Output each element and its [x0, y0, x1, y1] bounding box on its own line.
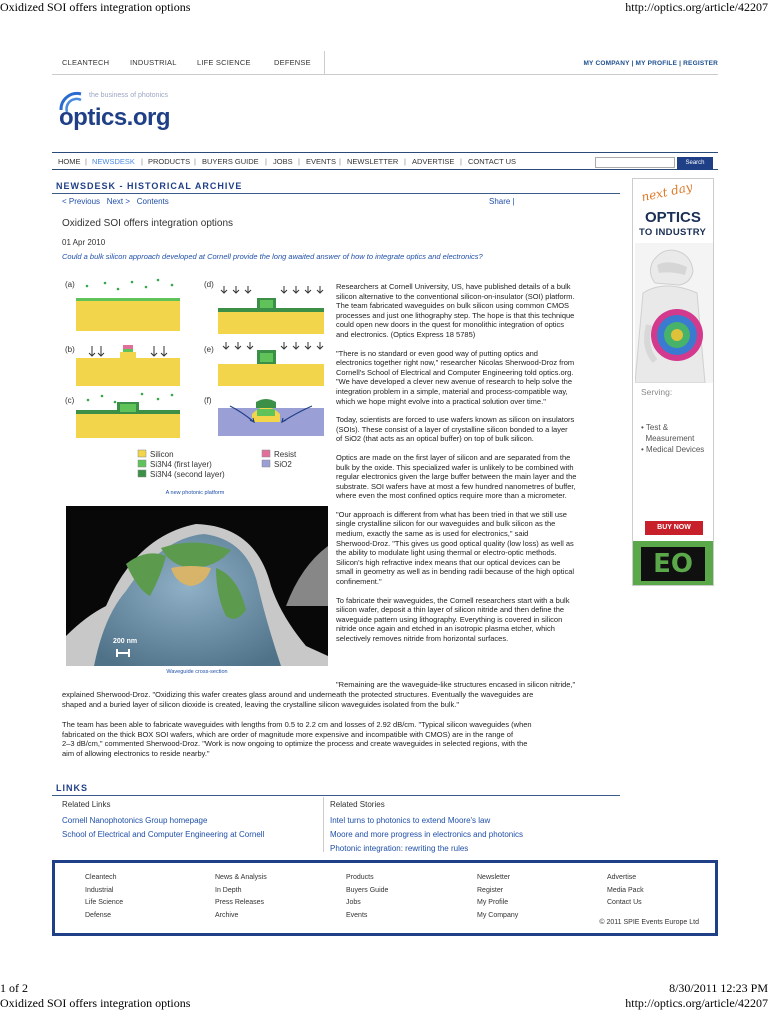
footer-column-news: News & Analysis In Depth Press Releases Archive	[215, 874, 267, 920]
paragraph-5: "Our approach is different from what has been tried in that we still use single crystalline silicon for our waveguides and bulk silicon as the medium, exactly the same as is used for electronics," said Sherwood-Droz. "This gives us good optical quality (low loss) as well as the ability to modulate light using thermal or electro-optic methods. Silicon's high refractive index means that our optical devices can be small in geometry as well as in bending radii because of the high optical confinement."	[336, 509, 575, 587]
article-headline: Oxidized SOI offers integration options	[62, 218, 234, 229]
ad-script: next day	[640, 179, 694, 205]
top-nav-divider	[324, 51, 325, 75]
logo-tagline: the business of photonics	[89, 92, 168, 99]
nav-events[interactable]: EVENTS	[306, 157, 337, 166]
legend-sio2: SiO2	[274, 460, 292, 469]
nav-newsdesk[interactable]: NEWSDESK	[92, 157, 135, 166]
site-footer	[52, 860, 718, 936]
related-link[interactable]: Cornell Nanophotonics Group homepage	[62, 816, 208, 825]
contents-link[interactable]: Contents	[136, 197, 169, 206]
print-footer-datetime: 8/30/2011 12:23 PM	[669, 981, 768, 995]
ad-logo-panel	[633, 541, 714, 586]
top-nav-defense[interactable]: DEFENSE	[274, 58, 311, 67]
search-input[interactable]	[595, 157, 675, 168]
logo-name: optics.org	[59, 104, 171, 131]
account-links[interactable]: MY COMPANY | MY PROFILE | REGISTER	[583, 60, 718, 67]
nav-products[interactable]: PRODUCTS	[148, 157, 191, 166]
paragraph-4: Optics are made on the first layer of silicon and are separated from the bulk by the oxide. This specialized wafer is unlikely to be combined with regular electronics given the large buffer between the main layer and the substrate. SOI wafers have at most a few hundred nanometres of buffer, where even the most confined optics require more than a micrometer.	[336, 452, 577, 501]
panel-f-label: (f)	[204, 396, 212, 405]
legend-silicon: Silicon	[150, 450, 174, 459]
top-nav-cleantech[interactable]: CLEANTECH	[62, 58, 110, 67]
ad-headline-2: TO INDUSTRY	[639, 227, 707, 238]
section-divider	[52, 193, 620, 194]
search-button[interactable]: Search	[677, 157, 713, 170]
footer-column-products: Products Buyers Guide Jobs Events	[346, 874, 389, 920]
paragraph-7-first-line: "Remaining are the waveguide-like structures encased in silicon nitride,"	[336, 680, 576, 689]
print-header-title: Oxidized SOI offers integration options	[0, 0, 191, 14]
footer-column-sectors: Cleantech Industrial Life Science Defense	[85, 874, 124, 920]
article-body-column	[336, 282, 618, 644]
paragraph-8: The team has been able to fabricate waveguides with lengths from 0.5 to 2.2 cm and losses of 2.92 dB/cm. "Typical silicon waveguides (when fabricated on the thick BOX SOI wafers, which are order of magnitude more expensive and incompatible with CMOS) are in the range of 2–3 dB/cm," commented Sherwood-Droz. "Work is now ongoing to optimize the process and create waveguides in selected regions, with the aim of allowing electronics to reside nearby."	[62, 720, 532, 758]
nav-jobs[interactable]: JOBS	[273, 157, 293, 166]
links-divider	[52, 795, 620, 796]
panel-e-arrows	[223, 342, 323, 349]
paragraph-7: explained Sherwood-Droz. "Oxidizing this wafer creates glass around and underneath the protected structures. Eventually the waveguides are shaped and a buried layer of silicon dioxide is created, leaving the crystalline silicon waveguides isolated from the bulk."	[62, 690, 534, 709]
footer-column-account: Newsletter Register My Profile My Company	[477, 874, 519, 920]
footer-column-company: Advertise Media Pack Contact Us	[607, 874, 644, 907]
print-footer-url: http://optics.org/article/42207	[625, 996, 768, 1010]
links-title: LINKS	[56, 783, 88, 793]
ad-headline-1: OPTICS	[645, 209, 701, 226]
ad-photo-wafer	[635, 243, 713, 383]
figure-photonic-platform	[62, 278, 328, 498]
related-link[interactable]: School of Electrical and Computer Engineering at Cornell	[62, 830, 265, 839]
print-footer-title: Oxidized SOI offers integration options	[0, 996, 191, 1010]
related-links-list	[62, 814, 264, 842]
paragraph-1: Researchers at Cornell University, US, have published details of a bulk silicon alternative to the conventional silicon-on-insulator (SOI) platform. The team fabricated waveguides on bulk silicon using common CMOS processes and just one lithography step. The hope is that this technique could open new doors in the quest for monolithic integration of optics and electronics. (Optics Express 18 5785)	[336, 282, 575, 339]
related-links-title: Related Links	[62, 800, 111, 809]
panel-e-label: (e)	[204, 345, 214, 354]
related-story[interactable]: Moore and more progress in electronics and photonics	[330, 830, 523, 839]
figure-legend	[138, 450, 297, 479]
legend-si3n4-first: Si3N4 (first layer)	[150, 460, 212, 469]
nav-newsletter[interactable]: NEWSLETTER	[347, 157, 399, 166]
top-nav-life-science[interactable]: LIFE SCIENCE	[197, 58, 251, 67]
sidebar-ad[interactable]	[632, 178, 714, 586]
panel-a	[76, 279, 180, 331]
article-date: 01 Apr 2010	[62, 238, 106, 247]
footer-copyright: © 2011 SPIE Events Europe Ltd	[599, 919, 699, 926]
site-logo[interactable]	[57, 88, 207, 136]
nav-advertise[interactable]: ADVERTISE	[412, 157, 455, 166]
figure-1-caption: A new photonic platform	[165, 490, 225, 496]
nav-buyers-guide[interactable]: BUYERS GUIDE	[202, 157, 259, 166]
related-stories-list	[330, 814, 523, 856]
waveguide-sem-image	[66, 506, 328, 666]
related-story[interactable]: Intel turns to photonics to extend Moore's law	[330, 816, 491, 825]
nav-contact-us[interactable]: CONTACT US	[468, 157, 517, 166]
article-standfirst: Could a bulk silicon approach developed at Cornell provide the long awaited answer of how to integrate optics and electronics?	[62, 252, 483, 261]
legend-si3n4-second: Si3N4 (second layer)	[150, 470, 225, 479]
previous-link[interactable]: < Previous	[62, 197, 101, 206]
ad-bullets: • Test & Measurement • Medical Devices	[641, 423, 705, 454]
links-column-divider	[323, 797, 324, 852]
panel-a-label: (a)	[65, 280, 75, 289]
next-link[interactable]: Next >	[106, 197, 131, 206]
top-nav-industrial[interactable]: INDUSTRIAL	[130, 58, 177, 67]
paragraph-3: Today, scientists are forced to use wafers known as silicon on insulators (SOIs). These consist of a layer of crystalline silicon bonded to a layer of SiO2 (that acts as an optical buffer) on top of bulk silicon.	[336, 415, 575, 444]
ad-serving: Serving:	[641, 387, 673, 397]
figure-2-caption: Waveguide cross-section	[166, 669, 228, 675]
share-link[interactable]: Share |	[489, 197, 515, 206]
main-nav: HOME | NEWSDESK | PRODUCTS | BUYERS GUIDE | JOBS | EVENTS | NEWSLETTER | ADVERTISE | CONTACT US Search	[52, 152, 718, 170]
related-story[interactable]: Photonic integration: rewriting the rules	[330, 844, 469, 853]
ad-logo: EO	[641, 547, 705, 581]
print-footer-page: 1 of 2	[0, 981, 28, 995]
related-stories-title: Related Stories	[330, 800, 385, 809]
print-header-url: http://optics.org/article/42207	[625, 0, 768, 14]
paragraph-2: "There is no standard or even good way of putting optics and electronics together right now," researcher Nicolas Sherwood-Droz from Cornell's School of Electrical and Computer Engineering told optics.org. "We have developed a clever new avenue of research to help solve the integration problem in a simple, material and process-compatible way, which we hope might evolve into a practical solution over time."	[336, 348, 575, 406]
panel-b-label: (b)	[65, 345, 75, 354]
panel-d-arrows	[221, 286, 323, 293]
pager	[62, 197, 169, 206]
legend-resist: Resist	[274, 450, 297, 459]
process-diagram	[62, 278, 328, 483]
panel-c-label: (c)	[65, 396, 75, 405]
ad-buy-now-button[interactable]: BUY NOW	[645, 521, 703, 535]
section-title: NEWSDESK - HISTORICAL ARCHIVE	[56, 181, 243, 191]
paragraph-6: To fabricate their waveguides, the Cornell researchers start with a bulk silicon wafer, deposit a thin layer of silicon nitride and then define the waveguide pattern using lithography. Everything is covered in silicon nitride once again and etched in an isotropic plasma etcher, which selectively removes nitride from horizontal surfaces.	[336, 595, 570, 643]
top-nav	[52, 51, 718, 75]
scale-bar	[116, 649, 130, 657]
nav-home[interactable]: HOME	[58, 157, 81, 166]
panel-d-label: (d)	[204, 280, 214, 289]
scale-bar-label: 200 nm	[113, 638, 138, 645]
